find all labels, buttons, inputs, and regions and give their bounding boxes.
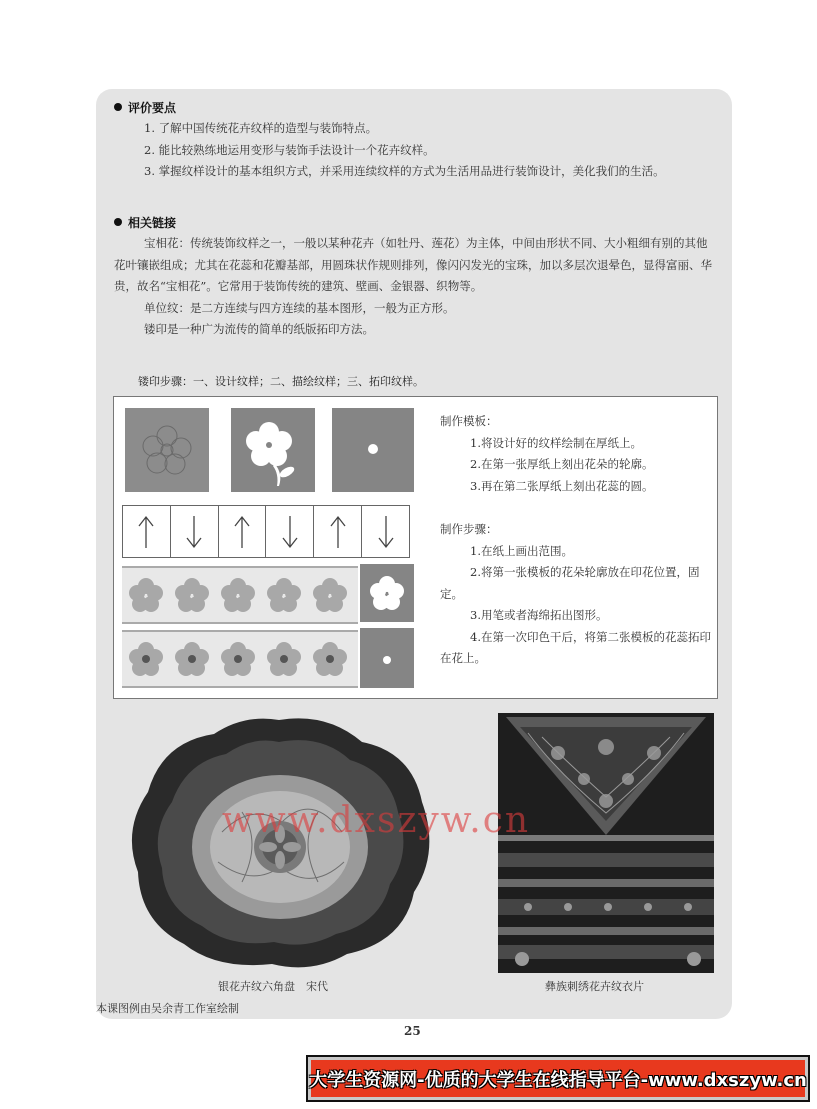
- arrow-down-icon: [266, 506, 314, 557]
- repeated-flower-stamen-icons: [122, 632, 358, 686]
- arrow-up-icon: [123, 506, 171, 557]
- illustration-credit: 本课图例由吴余青工作室绘制: [96, 1002, 239, 1015]
- arrow-up-icon: [314, 506, 362, 557]
- eval-title: 评价要点: [128, 101, 177, 115]
- template-step: 1.将设计好的纹样绘制在厚纸上。: [470, 435, 642, 450]
- process-step: 4.在第一次印色干后，将第二张模板的花蕊拓印在花上。: [440, 629, 711, 665]
- site-banner[interactable]: [306, 1055, 810, 1102]
- silver-plate-caption: 银花卉纹六角盘 宋代: [218, 980, 328, 993]
- stamen-template-tile: [332, 408, 414, 492]
- process-step: 3.用笔或者海绵拓出图形。: [470, 608, 608, 622]
- eval-item: 2. 能比较熟练地运用变形与装饰手法设计一个花卉纹样。: [144, 142, 435, 157]
- site-watermark: www.dxszyw.cn: [222, 800, 531, 841]
- silver-plate-photo: [122, 712, 436, 972]
- stencil-steps-label: 镂印步骤：一、设计纹样；二、描绘纹样；三、拓印纹样。: [138, 375, 424, 388]
- eval-item: 3. 掌握纹样设计的基本组织方式，并采用连续纹样的方式为生活用品进行装饰设计，美化我们的生活。: [144, 164, 665, 178]
- repeated-flower-icons: [122, 568, 358, 622]
- yi-embroidery-photo: [498, 713, 714, 973]
- arrow-down-icon: [171, 506, 219, 557]
- pattern-sketch-tile: [125, 408, 209, 492]
- flower-template-overlay: [360, 564, 414, 622]
- embroidery-image: [498, 713, 714, 973]
- site-banner-text: 大学生资源网-优质的大学生在线指导平台-www.dxszyw.cn: [309, 1069, 807, 1091]
- embroidery-caption: 彝族刺绣花卉纹衣片: [545, 980, 644, 993]
- stencil-paragraph: 镂印是一种广为流传的简单的纸版拓印方法。: [144, 322, 374, 336]
- links-text: [114, 233, 716, 341]
- site-banner-inner: [311, 1060, 805, 1097]
- eval-list: [114, 118, 716, 183]
- stamen-template-overlay: [360, 628, 414, 688]
- bullet-icon: [114, 103, 122, 111]
- template-step: 3.再在第二张厚纸上刻出花蕊的圆。: [470, 478, 654, 493]
- template-instructions: [440, 411, 712, 497]
- flower-border-strip: [122, 566, 358, 624]
- arrow-down-icon: [362, 506, 409, 557]
- arrow-sequence: [122, 505, 410, 558]
- silver-plate-image: [122, 712, 436, 972]
- flower-border-strip-with-stamen: [122, 630, 358, 688]
- template-step: 2.在第一张厚纸上刻出花朵的轮廓。: [470, 457, 654, 471]
- stamen-circle-icon: [360, 628, 414, 688]
- bullet-icon: [114, 218, 122, 226]
- links-heading: [114, 214, 176, 231]
- sketch-flower-icon: [125, 408, 209, 492]
- process-step: 1.在纸上画出范围。: [470, 543, 573, 558]
- eval-heading: [114, 99, 176, 116]
- eval-item: 1. 了解中国传统花卉纹样的造型与装饰特点。: [144, 121, 378, 135]
- stamen-circle-icon: [332, 408, 414, 492]
- flower-outline-template-tile: [231, 408, 315, 492]
- process-step: 2.将第一张模板的花朵轮廓放在印花位置，固定。: [440, 565, 700, 601]
- baoxianghua-paragraph: 宝相花：传统装饰纹样之一，一般以某种花卉（如牡丹、莲花）为主体，中间由形状不同、大小粗细有别的其他花叶镶嵌组成；尤其在花蕊和花瓣基部，用圆珠状作规则排列，像闪闪发光的宝珠，加以多层次退晕色，显得富丽、华贵，故名“宝相花”。它常用于装饰传统的建筑、壁画、金银器、织物等。: [114, 236, 712, 293]
- unit-pattern-paragraph: 单位纹：是二方连续与四方连续的基本图形，一般为正方形。: [144, 300, 455, 315]
- flower-icon: [231, 408, 315, 492]
- arrow-up-icon: [219, 506, 267, 557]
- template-title: 制作模板：: [440, 414, 498, 428]
- process-title: 制作步骤：: [440, 522, 498, 536]
- flower-icon: [360, 564, 414, 622]
- process-instructions: [440, 519, 712, 670]
- links-title: 相关链接: [128, 216, 177, 230]
- page-number: 25: [404, 1024, 421, 1038]
